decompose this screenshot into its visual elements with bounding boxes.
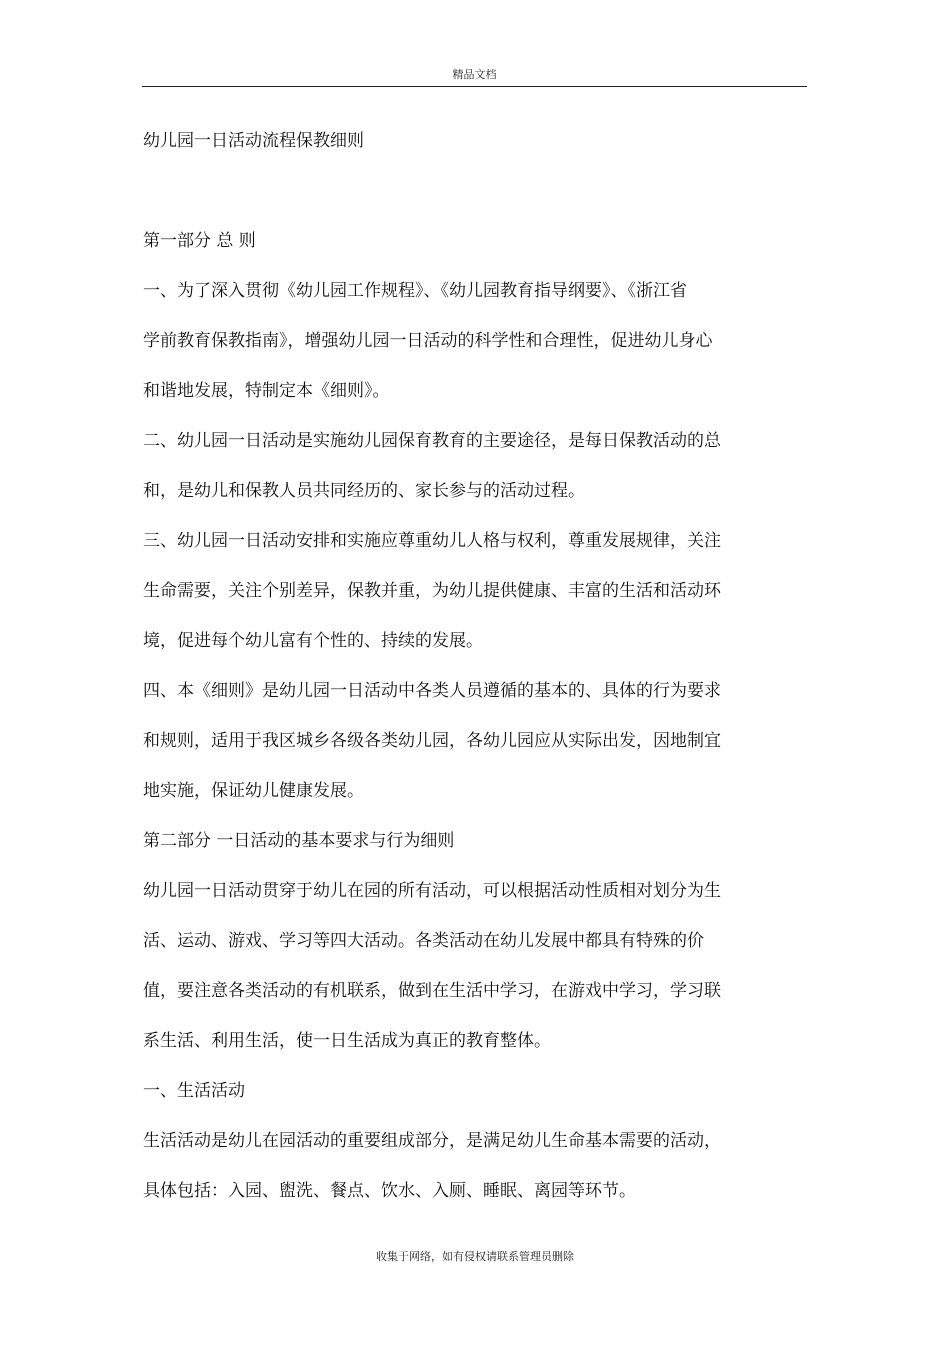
text-line: 生命需要，关注个别差异，保教并重，为幼儿提供健康、丰富的生活和活动环 xyxy=(143,581,721,601)
text-line: 具体包括：入园、盥洗、餐点、饮水、入厕、睡眠、离园等环节。 xyxy=(143,1181,636,1201)
text-line: 四、本《细则》是幼儿园一日活动中各类人员遵循的基本的、具体的行为要求 xyxy=(143,681,721,701)
section-heading-part-one: 第一部分 总 则 xyxy=(143,231,256,251)
subsection-heading-life-activities: 一、生活活动 xyxy=(143,1081,245,1101)
document-title: 幼儿园一日活动流程保教细则 xyxy=(143,131,364,151)
text-line: 系生活、利用生活，使一日生活成为真正的教育整体。 xyxy=(143,1031,551,1051)
text-line: 一、为了深入贯彻《幼儿园工作规程》、《幼儿园教育指导纲要》、《浙江省 xyxy=(143,281,687,301)
text-line: 和，是幼儿和保教人员共同经历的、家长参与的活动过程。 xyxy=(143,481,585,501)
page-header xyxy=(142,66,807,87)
text-line: 活、运动、游戏、学习等四大活动。各类活动在幼儿发展中都具有特殊的价 xyxy=(143,931,704,951)
text-line: 地实施，保证幼儿健康发展。 xyxy=(143,781,364,801)
document-body xyxy=(143,228,763,1228)
text-line: 二、幼儿园一日活动是实施幼儿园保育教育的主要途径，是每日保教活动的总 xyxy=(143,431,721,451)
text-line: 学前教育保教指南》，增强幼儿园一日活动的科学性和合理性，促进幼儿身心 xyxy=(143,331,713,351)
text-line: 三、幼儿园一日活动安排和实施应尊重幼儿人格与权利，尊重发展规律，关注 xyxy=(143,531,721,551)
header-label: 精品文档 xyxy=(452,68,497,81)
text-line: 幼儿园一日活动贯穿于幼儿在园的所有活动，可以根据活动性质相对划分为生 xyxy=(143,881,721,901)
text-line: 和规则，适用于我区城乡各级各类幼儿园，各幼儿园应从实际出发，因地制宜 xyxy=(143,731,721,751)
text-line: 值，要注意各类活动的有机联系，做到在生活中学习，在游戏中学习，学习联 xyxy=(143,981,721,1001)
section-heading-part-two: 第二部分 一日活动的基本要求与行为细则 xyxy=(143,831,455,851)
page-footer: 收集于网络，如有侵权请联系管理员删除 xyxy=(376,1250,574,1263)
text-line: 生活活动是幼儿在园活动的重要组成部分，是满足幼儿生命基本需要的活动， xyxy=(143,1131,721,1151)
text-line: 境，促进每个幼儿富有个性的、持续的发展。 xyxy=(143,631,483,651)
text-line: 和谐地发展，特制定本《细则》。 xyxy=(143,381,390,401)
